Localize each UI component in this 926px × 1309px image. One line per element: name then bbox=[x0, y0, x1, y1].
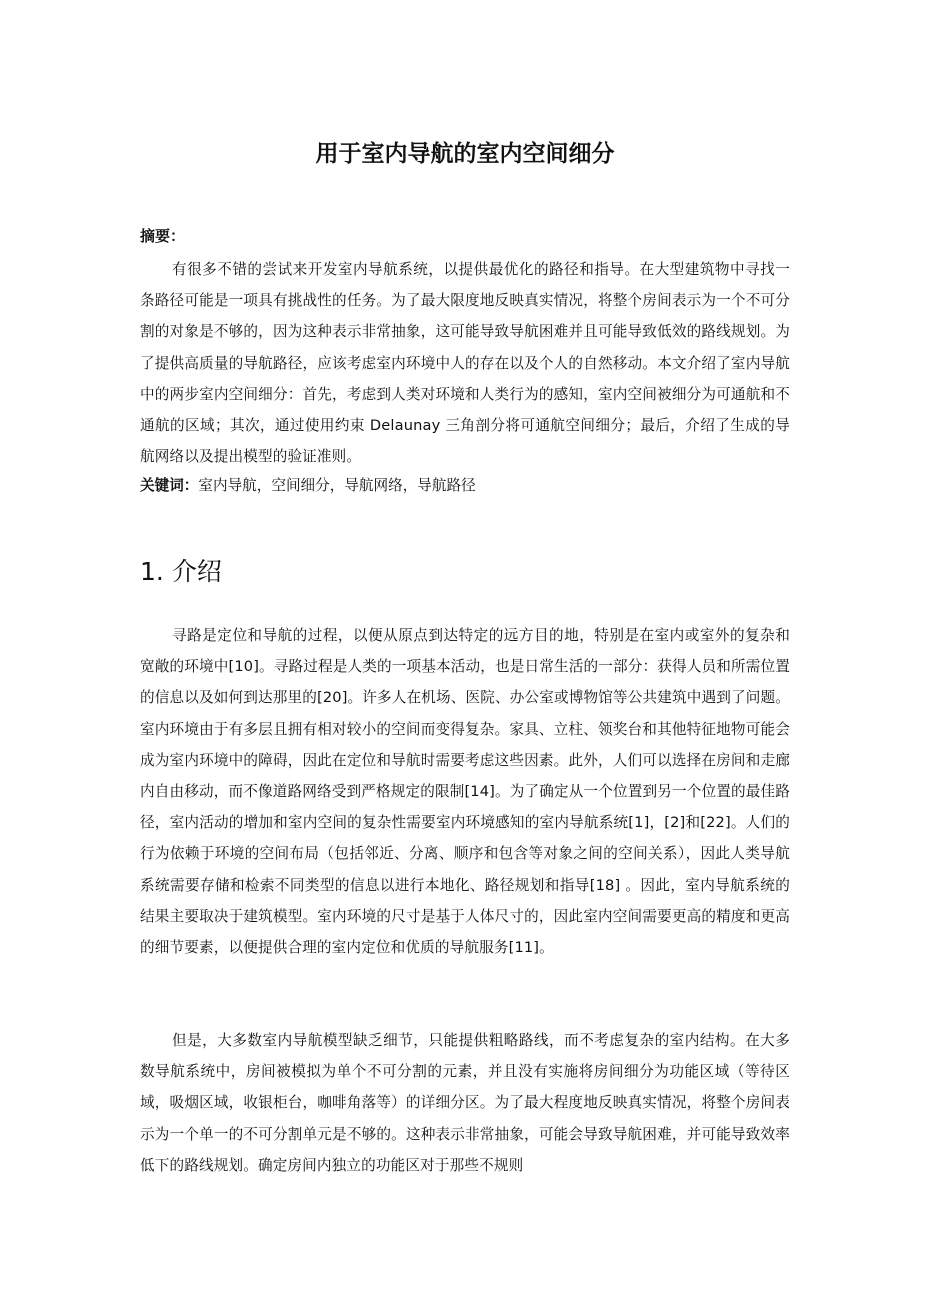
section-title: 介绍 bbox=[171, 557, 222, 586]
introduction-paragraph-1: 寻路是定位和导航的过程，以便从原点到达特定的远方目的地，特别是在室内或室外的复杂和宽敞的环境中[10]。寻路过程是人类的一项基本活动，也是日常生活的一部分：获得人员和所需位置的信息以及如何到达那里的[20]。许多人在机场、医院、办公室或博物馆等公共建筑中遇到了问题。室内环境由于有多层且拥有相对较小的空间而变得复杂。家具、立柱、领奖台和其他特征地物可能会成为室内环境中的障碍，因此在定位和导航时需要考虑这些因素。此外，人们可以选择在房间和走廊内自由移动，而不像道路网络受到严格规定的限制[14]。为了确定从一个位置到另一个位置的最佳路径，室内活动的增加和室内空间的复杂性需要室内环境感知的室内导航系统[1]，[2]和[22]。人们的行为依赖于环境的空间布局（包括邻近、分离、顺序和包含等对象之间的空间关系），因此人类导航系统需要存储和检索不同类型的信息以进行本地化、路径规划和指导[18] 。因此，室内导航系统的结果主要取决于建筑模型。室内环境的尺寸是基于人体尺寸的，因此室内空间需要更高的精度和更高的细节要素，以便提供合理的室内定位和优质的导航服务[11]。 bbox=[140, 627, 790, 957]
keywords-line bbox=[140, 472, 790, 500]
introduction-paragraph-2: 但是，大多数室内导航模型缺乏细节，只能提供粗略路线，而不考虑复杂的室内结构。在大多数导航系统中，房间被模拟为单个不可分割的元素，并且没有实施将房间细分为功能区域（等待区域，吸烟区域，收银柜台，咖啡角落等）的详细分区。为了最大程度地反映真实情况，将整个房间表示为一个单一的不可分割单元是不够的。这种表示非常抽象，可能会导致导航困难，并可能导致效率低下的路线规划。确定房间内独立的功能区对于那些不规则 bbox=[140, 1032, 790, 1174]
abstract-label: 摘要： bbox=[140, 227, 186, 245]
abstract-paragraph: 有很多不错的尝试来开发室内导航系统，以提供最优化的路径和指导。在大型建筑物中寻找一条路径可能是一项具有挑战性的任务。为了最大限度地反映真实情况，将整个房间表示为一个不可分割的对象是不够的，因为这种表示非常抽象，这可能导致导航困难并且可能导致低效的路线规划。为了提供高质量的导航路径，应该考虑室内环境中人的存在以及个人的自然移动。本文介绍了室内导航中的两步室内空间细分：首先，考虑到人类对环境和人类行为的感知，室内空间被细分为可通航和不通航的区域；其次，通过使用约束 Delaunay 三角剖分将可通航空间细分；最后，介绍了生成的导航网络以及提出模型的验证准则。 bbox=[140, 261, 790, 466]
keywords-text: 室内导航，空间细分，导航网络，导航路径 bbox=[198, 477, 476, 494]
section-heading-introduction bbox=[140, 554, 222, 590]
keywords-label: 关键词： bbox=[140, 477, 199, 494]
section-number: 1. bbox=[140, 557, 164, 586]
document-title: 用于室内导航的室内空间细分 bbox=[315, 141, 615, 167]
